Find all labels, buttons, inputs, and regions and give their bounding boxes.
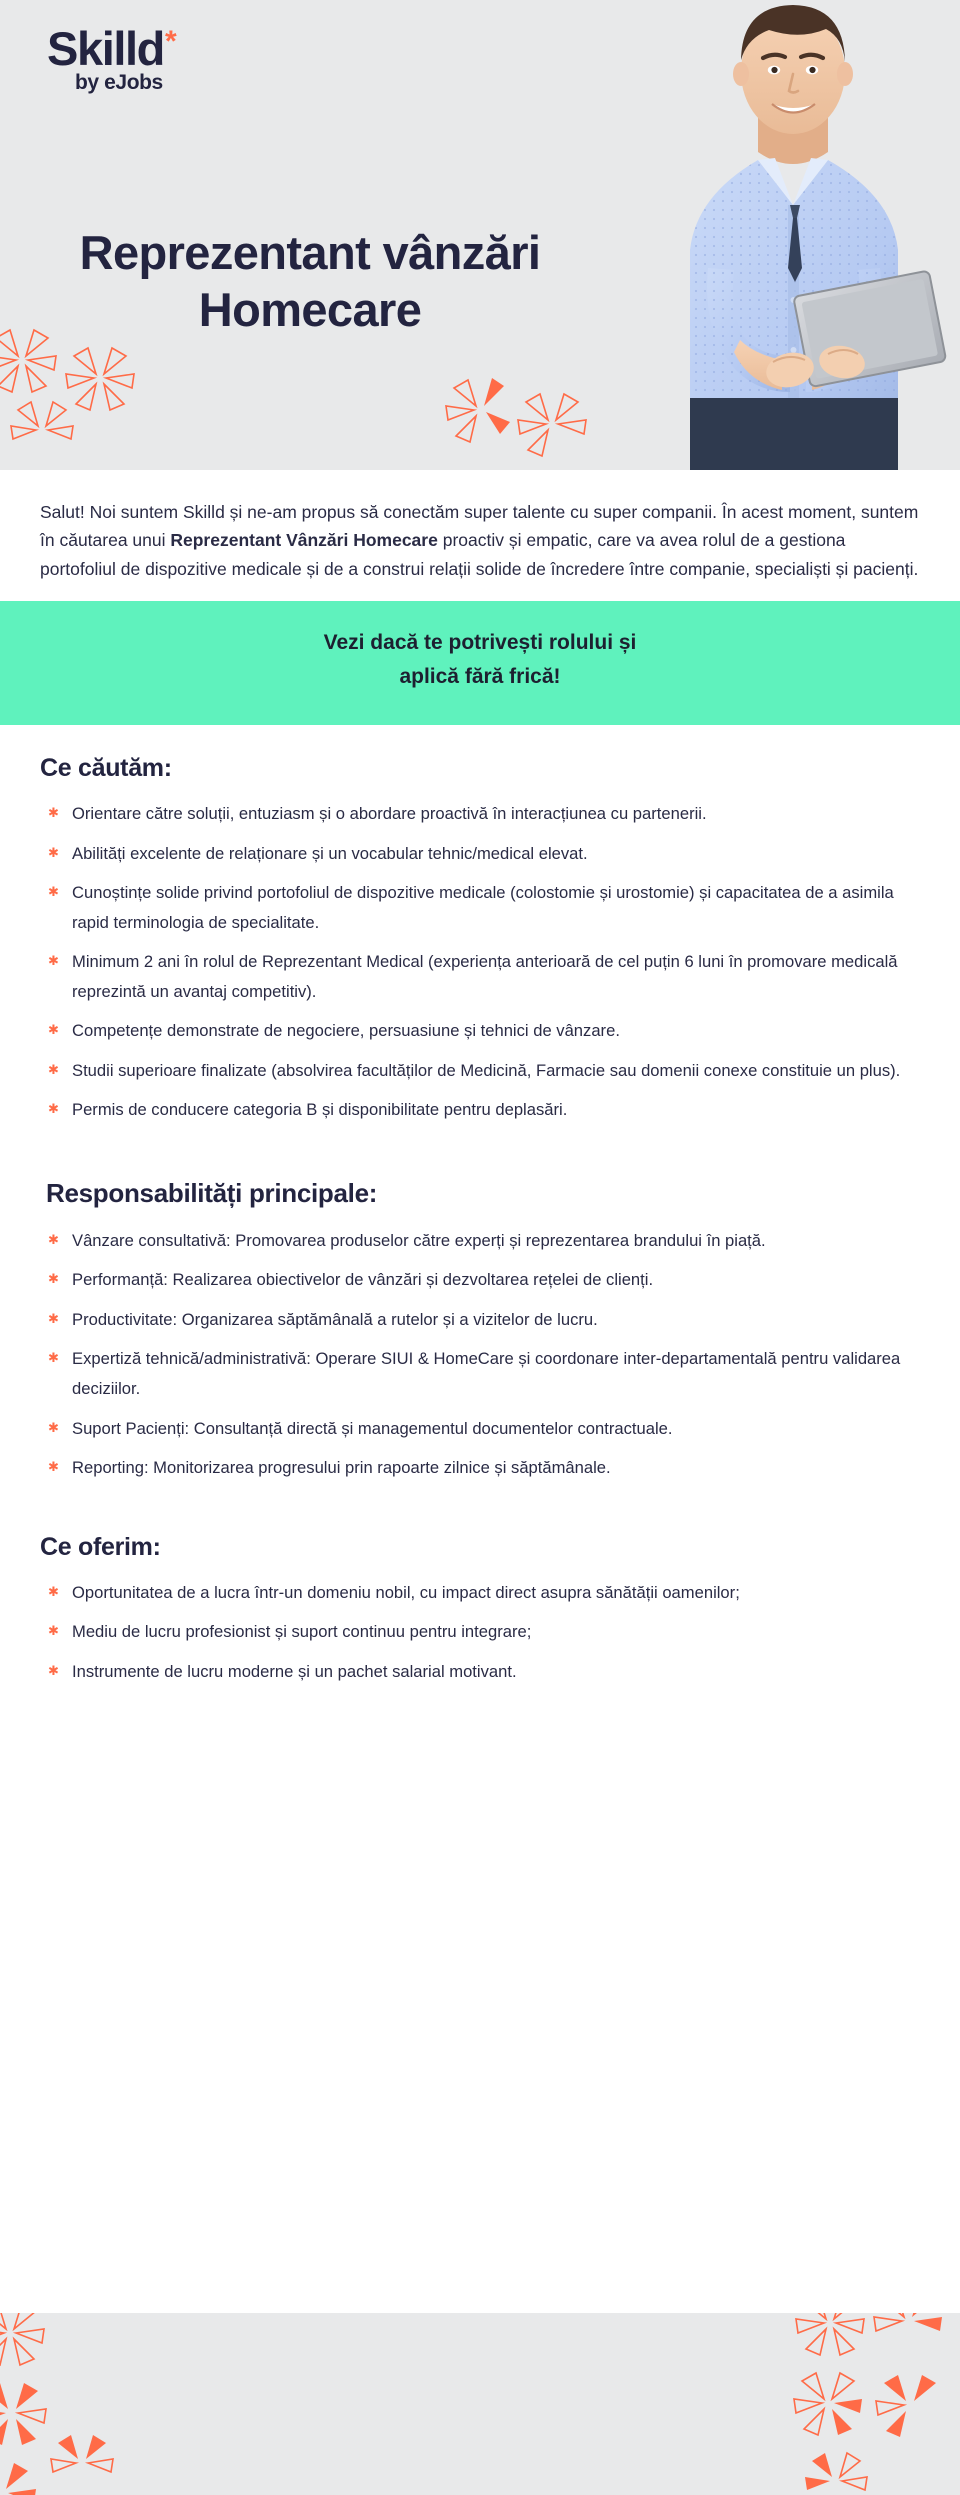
list-item: ✱ Oportunitatea de a lucra într-un domeniu nobil, cu impact direct asupra sănătății oamenilor; [46,1578,920,1608]
cta-banner[interactable] [0,601,960,725]
list-item: ✱ Competențe demonstrate de negociere, persuasiune și tehnici de vânzare. [46,1016,920,1046]
starburst-decoration-footer-left [0,2313,240,2495]
starburst-decoration-footer-right [770,2313,960,2495]
section-heading-responsibilities: Responsabilități principale: [46,1177,378,1208]
man-with-tablet-illustration [630,0,960,470]
list-item: ✱ Cunoștințe solide privind portofoliul de dispozitive medicale (colostomie și urostomie) și capacitatea de a asimila rapid terminologia de specialitate. [46,878,920,937]
list-item: ✱ Instrumente de lucru moderne și un pachet salarial motivant. [46,1657,920,1687]
list-item: ✱ Minimum 2 ani în rolul de Reprezentant Medical (experiența anterioară de cel puțin 6 luni în promovare medicală reprezintă un avantaj competitiv). [46,947,920,1006]
section-offer [0,1493,960,1687]
list-item: ✱ Vânzare consultativă: Promovarea produselor către experți și reprezentarea brandului în piață. [46,1226,920,1256]
responsibilities-list [40,1226,920,1483]
section-responsibilities [0,1135,960,1483]
offer-list [40,1578,920,1687]
intro-text-1: Salut! Noi suntem Skilld și ne-am propus să conectăm super talente cu super companii. În acest moment, suntem în căutarea unui [40,502,919,551]
list-item: ✱ Expertiză tehnică/administrativă: Operare SIUI & HomeCare și coordonare inter-departamentală pentru validarea deciziilor. [46,1344,920,1403]
section-requirements [0,725,960,1125]
hero-photo [630,0,960,470]
page-title: Reprezentant vânzări Homecare [79,226,541,337]
intro-text-2: proactiv și empatic, care va avea rolul de a gestiona portofoliul de dispozitive medicale și de a construi relații solide de încredere între companie, specialiști și pacienți. [40,530,919,579]
list-item: ✱ Reporting: Monitorizarea progresului prin rapoarte zilnice și săptămânale. [46,1453,920,1483]
list-item: ✱ Abilități excelente de relaționare și un vocabular tehnic/medical elevat. [46,839,920,869]
list-item: ✱ Performanță: Realizarea obiectivelor de vânzări și dezvoltarea rețelei de clienți. [46,1265,920,1295]
list-item: ✱ Studii superioare finalizate (absolvirea facultăților de Medicină, Farmacie sau domenii conexe constituie un plus). [46,1056,920,1086]
section-heading-offer: Ce oferim: [40,1532,161,1561]
intro-section [0,470,960,601]
intro-paragraph [40,498,920,583]
list-item: ✱ Orientare către soluții, entuziasm și o abordare proactivă în interacțiunea cu partenerii. [46,799,920,829]
intro-bold-role: Reprezentant Vânzări Homecare [170,530,438,551]
hero-section [0,0,960,470]
brand-logo[interactable] [47,24,174,95]
cta-banner-line-1: Vezi dacă te potrivești rolului și [323,631,637,655]
starburst-decoration-center [410,352,630,470]
list-item: ✱ Suport Pacienți: Consultanță directă și managementul documentelor contractuale. [46,1414,920,1444]
cta-banner-line-2: aplică fără frică! [399,665,561,689]
logo-text: Skilld [47,22,164,75]
list-item: ✱ Mediu de lucru profesionist și suport continuu pentru integrare; [46,1617,920,1647]
list-item: ✱ Permis de conducere categoria B și disponibilitate pentru deplasări. [46,1095,920,1125]
footer-decoration [0,2313,960,2495]
logo-wordmark [47,24,174,73]
list-item: ✱ Productivitate: Organizarea săptămânală a rutelor și a vizitelor de lucru. [46,1305,920,1335]
requirements-list [40,799,920,1125]
logo-tagline: by eJobs [75,71,163,95]
section-heading-requirements: Ce căutăm: [40,754,172,783]
logo-asterisk-icon: * [164,25,176,58]
